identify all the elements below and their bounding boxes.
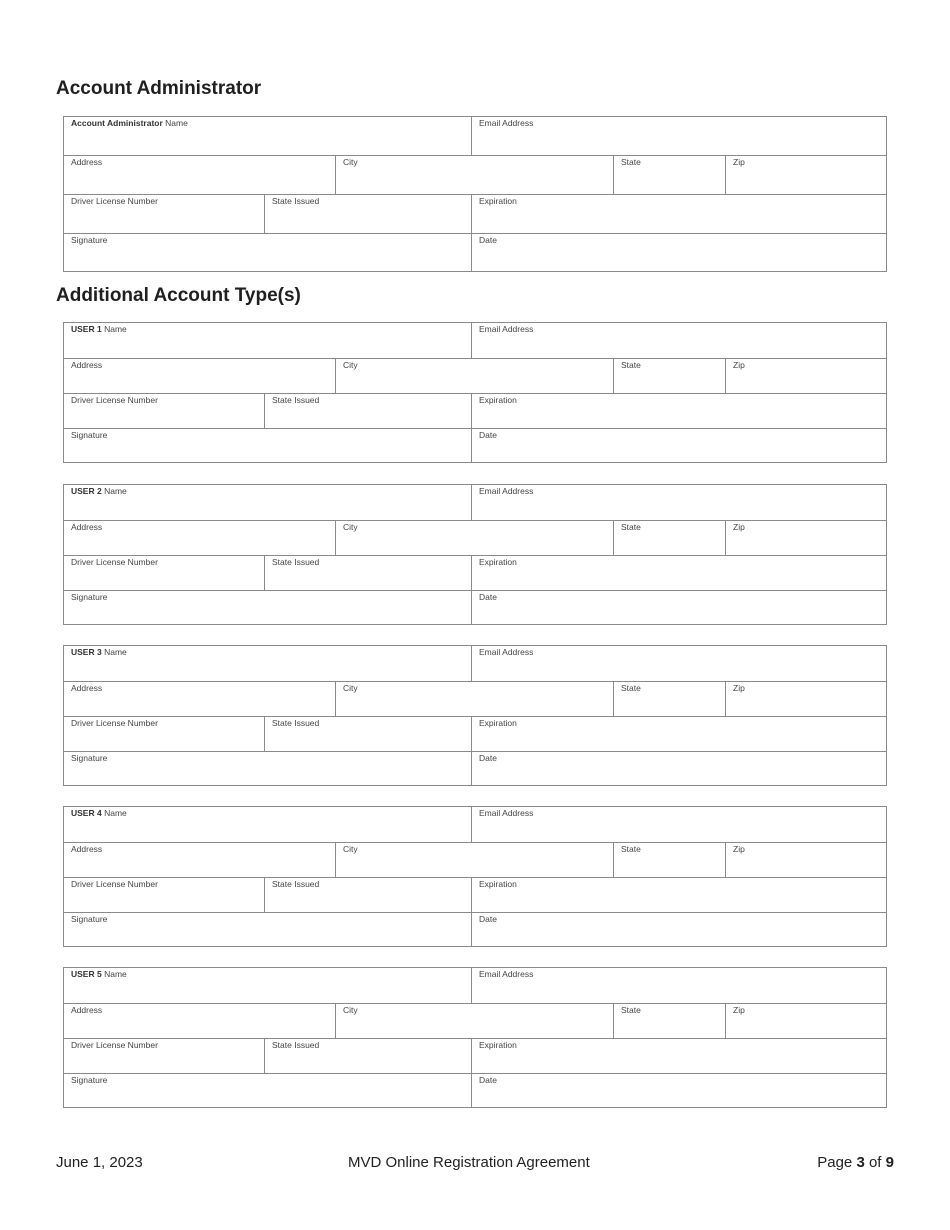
email-field[interactable]	[471, 323, 886, 358]
field-label: Name	[104, 647, 127, 657]
footer-page-number	[817, 1154, 894, 1171]
field-label: State Issued	[272, 196, 320, 206]
field-label: Driver License Number	[71, 718, 158, 728]
zip-field[interactable]	[725, 682, 886, 716]
block-label: USER 5	[71, 969, 102, 979]
field-label: Signature	[71, 430, 108, 440]
driver-license-number-field[interactable]	[64, 556, 264, 590]
city-field[interactable]	[335, 156, 613, 194]
field-label: Email Address	[479, 808, 534, 818]
zip-field[interactable]	[725, 1004, 886, 1038]
footer-document-title: MVD Online Registration Agreement	[348, 1154, 590, 1171]
driver-license-number-field[interactable]	[64, 195, 264, 233]
state-issued-field[interactable]	[264, 878, 471, 912]
field-label: Address	[71, 522, 103, 532]
field-label: Date	[479, 914, 497, 924]
field-label: Address	[71, 1005, 103, 1015]
date-field[interactable]	[471, 752, 886, 785]
signature-field[interactable]	[64, 429, 471, 462]
field-label: Expiration	[479, 879, 517, 889]
address-field[interactable]	[64, 682, 335, 716]
field-label: Expiration	[479, 718, 517, 728]
field-label: State Issued	[272, 1040, 320, 1050]
field-label: State Issued	[272, 879, 320, 889]
field-label: Signature	[71, 592, 108, 602]
driver-license-number-field[interactable]	[64, 1039, 264, 1073]
footer-date: June 1, 2023	[56, 1154, 143, 1171]
field-label: Signature	[71, 1075, 108, 1085]
zip-field[interactable]	[725, 359, 886, 393]
field-label: Zip	[733, 522, 745, 532]
address-field[interactable]	[64, 1004, 335, 1038]
user-4-form	[63, 806, 887, 947]
state-field[interactable]	[613, 843, 725, 877]
page-current: 3	[856, 1154, 865, 1171]
email-field[interactable]	[471, 968, 886, 1003]
user-3-form	[63, 645, 887, 786]
driver-license-number-field[interactable]	[64, 717, 264, 751]
expiration-field[interactable]	[471, 717, 886, 751]
expiration-field[interactable]	[471, 556, 886, 590]
field-label: Expiration	[479, 395, 517, 405]
field-label: Date	[479, 235, 497, 245]
block-label: Account Administrator	[71, 118, 163, 128]
page-of: of	[868, 1154, 882, 1171]
address-field[interactable]	[64, 843, 335, 877]
block-label: USER 4	[71, 808, 102, 818]
email-field[interactable]	[471, 117, 886, 155]
expiration-field[interactable]	[471, 394, 886, 428]
state-issued-field[interactable]	[264, 394, 471, 428]
signature-field[interactable]	[64, 591, 471, 624]
address-field[interactable]	[64, 156, 335, 194]
email-field[interactable]	[471, 646, 886, 681]
field-label: State Issued	[272, 395, 320, 405]
field-label: Zip	[733, 1005, 745, 1015]
field-label: Zip	[733, 157, 745, 167]
field-label: State	[621, 844, 641, 854]
user-2-form	[63, 484, 887, 625]
field-label: Driver License Number	[71, 1040, 158, 1050]
driver-license-number-field[interactable]	[64, 394, 264, 428]
field-label: City	[343, 844, 358, 854]
name-field[interactable]	[64, 485, 471, 520]
signature-field[interactable]	[64, 1074, 471, 1107]
state-field[interactable]	[613, 521, 725, 555]
date-field[interactable]	[471, 591, 886, 624]
field-label: Expiration	[479, 1040, 517, 1050]
field-label: State Issued	[272, 557, 320, 567]
field-label: State	[621, 1005, 641, 1015]
user-5-form	[63, 967, 887, 1108]
city-field[interactable]	[335, 843, 613, 877]
field-label: State Issued	[272, 718, 320, 728]
zip-field[interactable]	[725, 843, 886, 877]
field-label: Zip	[733, 844, 745, 854]
field-label: Email Address	[479, 118, 534, 128]
field-label: Date	[479, 430, 497, 440]
field-label: Date	[479, 753, 497, 763]
field-label: Name	[104, 486, 127, 496]
field-label: Driver License Number	[71, 395, 158, 405]
city-field[interactable]	[335, 682, 613, 716]
field-label: Driver License Number	[71, 196, 158, 206]
city-field[interactable]	[335, 359, 613, 393]
user-1-form	[63, 322, 887, 463]
block-label: USER 2	[71, 486, 102, 496]
block-label: USER 3	[71, 647, 102, 657]
section-heading-account-administrator: Account Administrator	[56, 78, 262, 99]
signature-field[interactable]	[64, 234, 471, 271]
field-label: City	[343, 1005, 358, 1015]
zip-field[interactable]	[725, 521, 886, 555]
signature-field[interactable]	[64, 913, 471, 946]
email-field[interactable]	[471, 485, 886, 520]
field-label: State	[621, 157, 641, 167]
page-prefix: Page	[817, 1154, 853, 1171]
name-field[interactable]	[64, 646, 471, 681]
field-label: City	[343, 522, 358, 532]
field-label: Signature	[71, 914, 108, 924]
field-label: Date	[479, 592, 497, 602]
city-field[interactable]	[335, 521, 613, 555]
state-issued-field[interactable]	[264, 195, 471, 233]
field-label: Expiration	[479, 196, 517, 206]
state-field[interactable]	[613, 156, 725, 194]
field-label: Name	[104, 969, 127, 979]
address-field[interactable]	[64, 359, 335, 393]
account-administrator-form	[63, 116, 887, 272]
name-field[interactable]	[64, 117, 471, 155]
field-label: City	[343, 360, 358, 370]
field-label: Address	[71, 157, 103, 167]
field-label: Email Address	[479, 647, 534, 657]
expiration-field[interactable]	[471, 878, 886, 912]
field-label: Driver License Number	[71, 879, 158, 889]
field-label: Address	[71, 844, 103, 854]
state-issued-field[interactable]	[264, 1039, 471, 1073]
field-label: Name	[104, 324, 127, 334]
name-field[interactable]	[64, 968, 471, 1003]
field-label: Signature	[71, 235, 108, 245]
zip-field[interactable]	[725, 156, 886, 194]
field-label: State	[621, 360, 641, 370]
state-issued-field[interactable]	[264, 556, 471, 590]
field-label: State	[621, 683, 641, 693]
field-label: City	[343, 683, 358, 693]
field-label: Driver License Number	[71, 557, 158, 567]
field-label: Name	[165, 118, 188, 128]
state-field[interactable]	[613, 682, 725, 716]
date-field[interactable]	[471, 913, 886, 946]
field-label: Signature	[71, 753, 108, 763]
expiration-field[interactable]	[471, 1039, 886, 1073]
city-field[interactable]	[335, 1004, 613, 1038]
field-label: Email Address	[479, 324, 534, 334]
field-label: Email Address	[479, 969, 534, 979]
driver-license-number-field[interactable]	[64, 878, 264, 912]
field-label: Expiration	[479, 557, 517, 567]
state-issued-field[interactable]	[264, 717, 471, 751]
field-label: Zip	[733, 683, 745, 693]
field-label: City	[343, 157, 358, 167]
block-label: USER 1	[71, 324, 102, 334]
name-field[interactable]	[64, 323, 471, 358]
state-field[interactable]	[613, 359, 725, 393]
date-field[interactable]	[471, 1074, 886, 1107]
expiration-field[interactable]	[471, 195, 886, 233]
field-label: Zip	[733, 360, 745, 370]
section-heading-additional-account-types: Additional Account Type(s)	[56, 285, 301, 306]
field-label: Address	[71, 683, 103, 693]
field-label: State	[621, 522, 641, 532]
signature-field[interactable]	[64, 752, 471, 785]
name-field[interactable]	[64, 807, 471, 842]
field-label: Name	[104, 808, 127, 818]
field-label: Date	[479, 1075, 497, 1085]
date-field[interactable]	[471, 429, 886, 462]
address-field[interactable]	[64, 521, 335, 555]
field-label: Email Address	[479, 486, 534, 496]
date-field[interactable]	[471, 234, 886, 271]
field-label: Address	[71, 360, 103, 370]
page-total: 9	[885, 1154, 894, 1171]
email-field[interactable]	[471, 807, 886, 842]
state-field[interactable]	[613, 1004, 725, 1038]
